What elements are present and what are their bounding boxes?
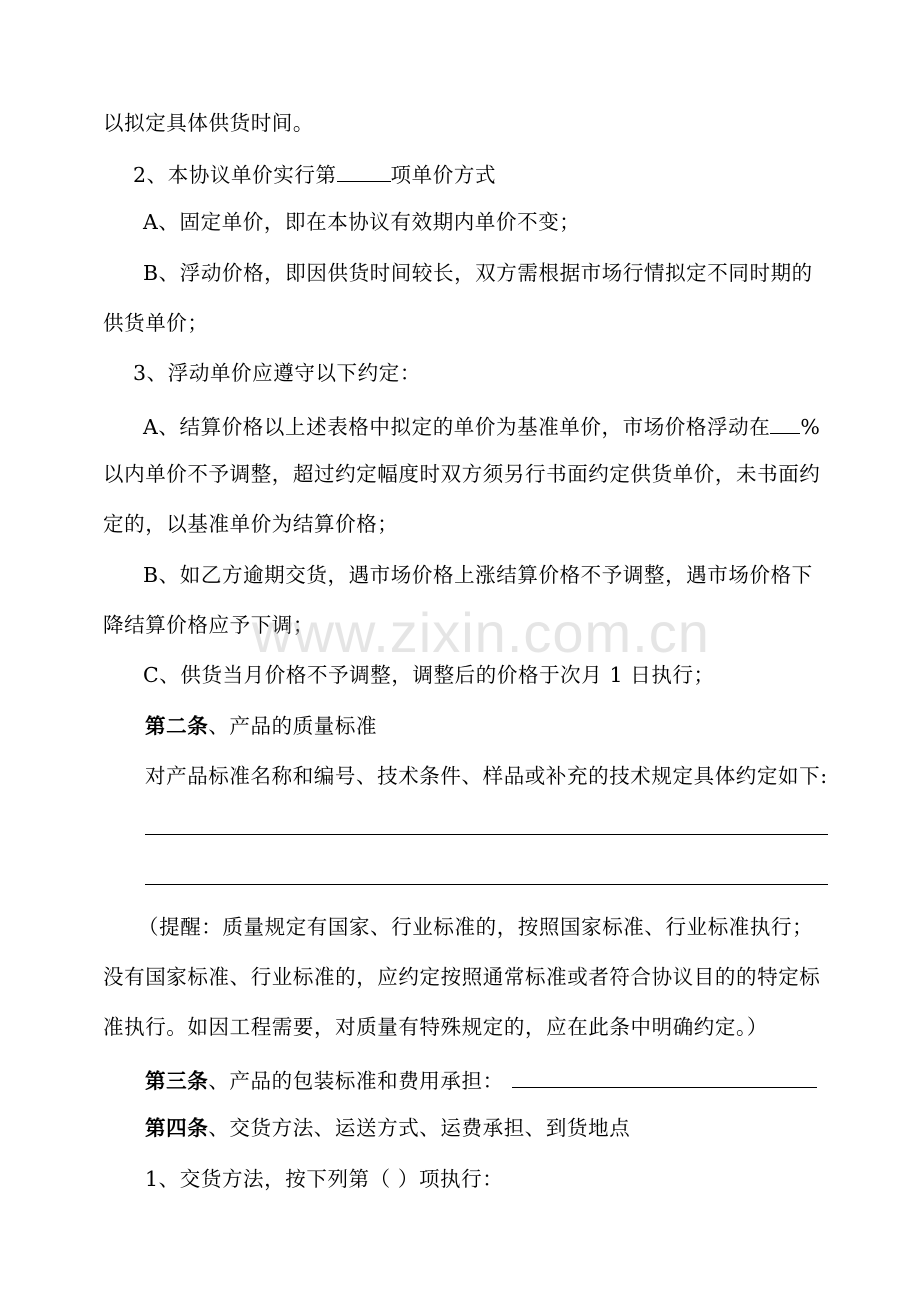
article-2-heading bbox=[145, 711, 827, 741]
watermark: www.zixin.com.cn bbox=[252, 601, 710, 664]
text: 以拟定具体供货时间。 bbox=[103, 111, 314, 135]
article-number: 第三条 bbox=[145, 1069, 209, 1093]
text: B、浮动价格，即因供货时间较长，双方需根据市场行情拟定不同时期的 bbox=[143, 261, 813, 285]
text: 降结算价格应予下调； bbox=[103, 613, 314, 637]
paragraph-line bbox=[103, 1012, 827, 1042]
paragraph-line bbox=[103, 962, 827, 992]
paragraph-line bbox=[145, 761, 827, 791]
percent-blank[interactable] bbox=[770, 409, 800, 434]
paragraph-line bbox=[103, 509, 827, 539]
text: 供货单价； bbox=[103, 311, 209, 335]
text: （提醒：质量规定有国家、行业标准的，按照国家标准、行业标准执行； bbox=[138, 915, 814, 939]
fill-in-blank[interactable] bbox=[337, 157, 391, 182]
reminder-line bbox=[138, 912, 827, 942]
paragraph-line bbox=[103, 610, 827, 640]
text: 对产品标准名称和编号、技术条件、样品或补充的技术规定具体约定如下: bbox=[145, 764, 828, 788]
article-3-heading bbox=[145, 1063, 827, 1096]
article-4-heading bbox=[145, 1113, 827, 1143]
paragraph-line bbox=[103, 459, 827, 489]
text: 以内单价不予调整，超过约定幅度时双方须另行书面约定供货单价，未书面约 bbox=[103, 462, 821, 486]
text: % bbox=[800, 415, 821, 439]
text: 准执行。如因工程需要，对质量有特殊规定的，应在此条中明确约定。） bbox=[103, 1015, 768, 1039]
text: 3、浮动单价应遵守以下约定： bbox=[133, 361, 421, 385]
clause-3-line bbox=[133, 358, 827, 388]
article-number: 第二条 bbox=[145, 714, 209, 738]
text: 、交货方法、运送方式、运费承担、到货地点 bbox=[208, 1116, 631, 1140]
option-a-line bbox=[143, 409, 827, 442]
text: 没有国家标准、行业标准的，应约定按照通常标准或者符合协议目的的特定标 bbox=[103, 965, 821, 989]
text: 1、交货方法，按下列第（ ）项执行： bbox=[145, 1167, 504, 1191]
fill-in-line[interactable] bbox=[145, 884, 828, 885]
option-b-line bbox=[143, 258, 827, 288]
option-c-line bbox=[143, 660, 827, 690]
paragraph-line bbox=[145, 1164, 827, 1194]
text: 、产品的质量标准 bbox=[208, 714, 378, 738]
option-b-line bbox=[143, 560, 827, 590]
fill-in-line[interactable] bbox=[145, 834, 828, 835]
packaging-blank[interactable] bbox=[512, 1063, 817, 1088]
text: 定的，以基准单价为结算价格； bbox=[103, 512, 399, 536]
option-a-line bbox=[143, 207, 827, 237]
text: 、产品的包装标准和费用承担： bbox=[208, 1069, 504, 1093]
text: C、供货当月价格不予调整，调整后的价格于次月 1 日执行； bbox=[143, 663, 715, 687]
text: 2、本协议单价实行第 bbox=[133, 163, 337, 187]
text: B、如乙方逾期交货，遇市场价格上涨结算价格不予调整，遇市场价格下 bbox=[143, 563, 813, 587]
text: A、结算价格以上述表格中拟定的单价为基准单价，市场价格浮动在 bbox=[143, 415, 771, 439]
paragraph-line bbox=[103, 308, 827, 338]
text: 项单价方式 bbox=[390, 163, 497, 187]
article-number: 第四条 bbox=[145, 1116, 209, 1140]
paragraph-line bbox=[103, 108, 827, 138]
text: A、固定单价，即在本协议有效期内单价不变； bbox=[143, 210, 581, 234]
clause-2-line bbox=[133, 157, 827, 190]
